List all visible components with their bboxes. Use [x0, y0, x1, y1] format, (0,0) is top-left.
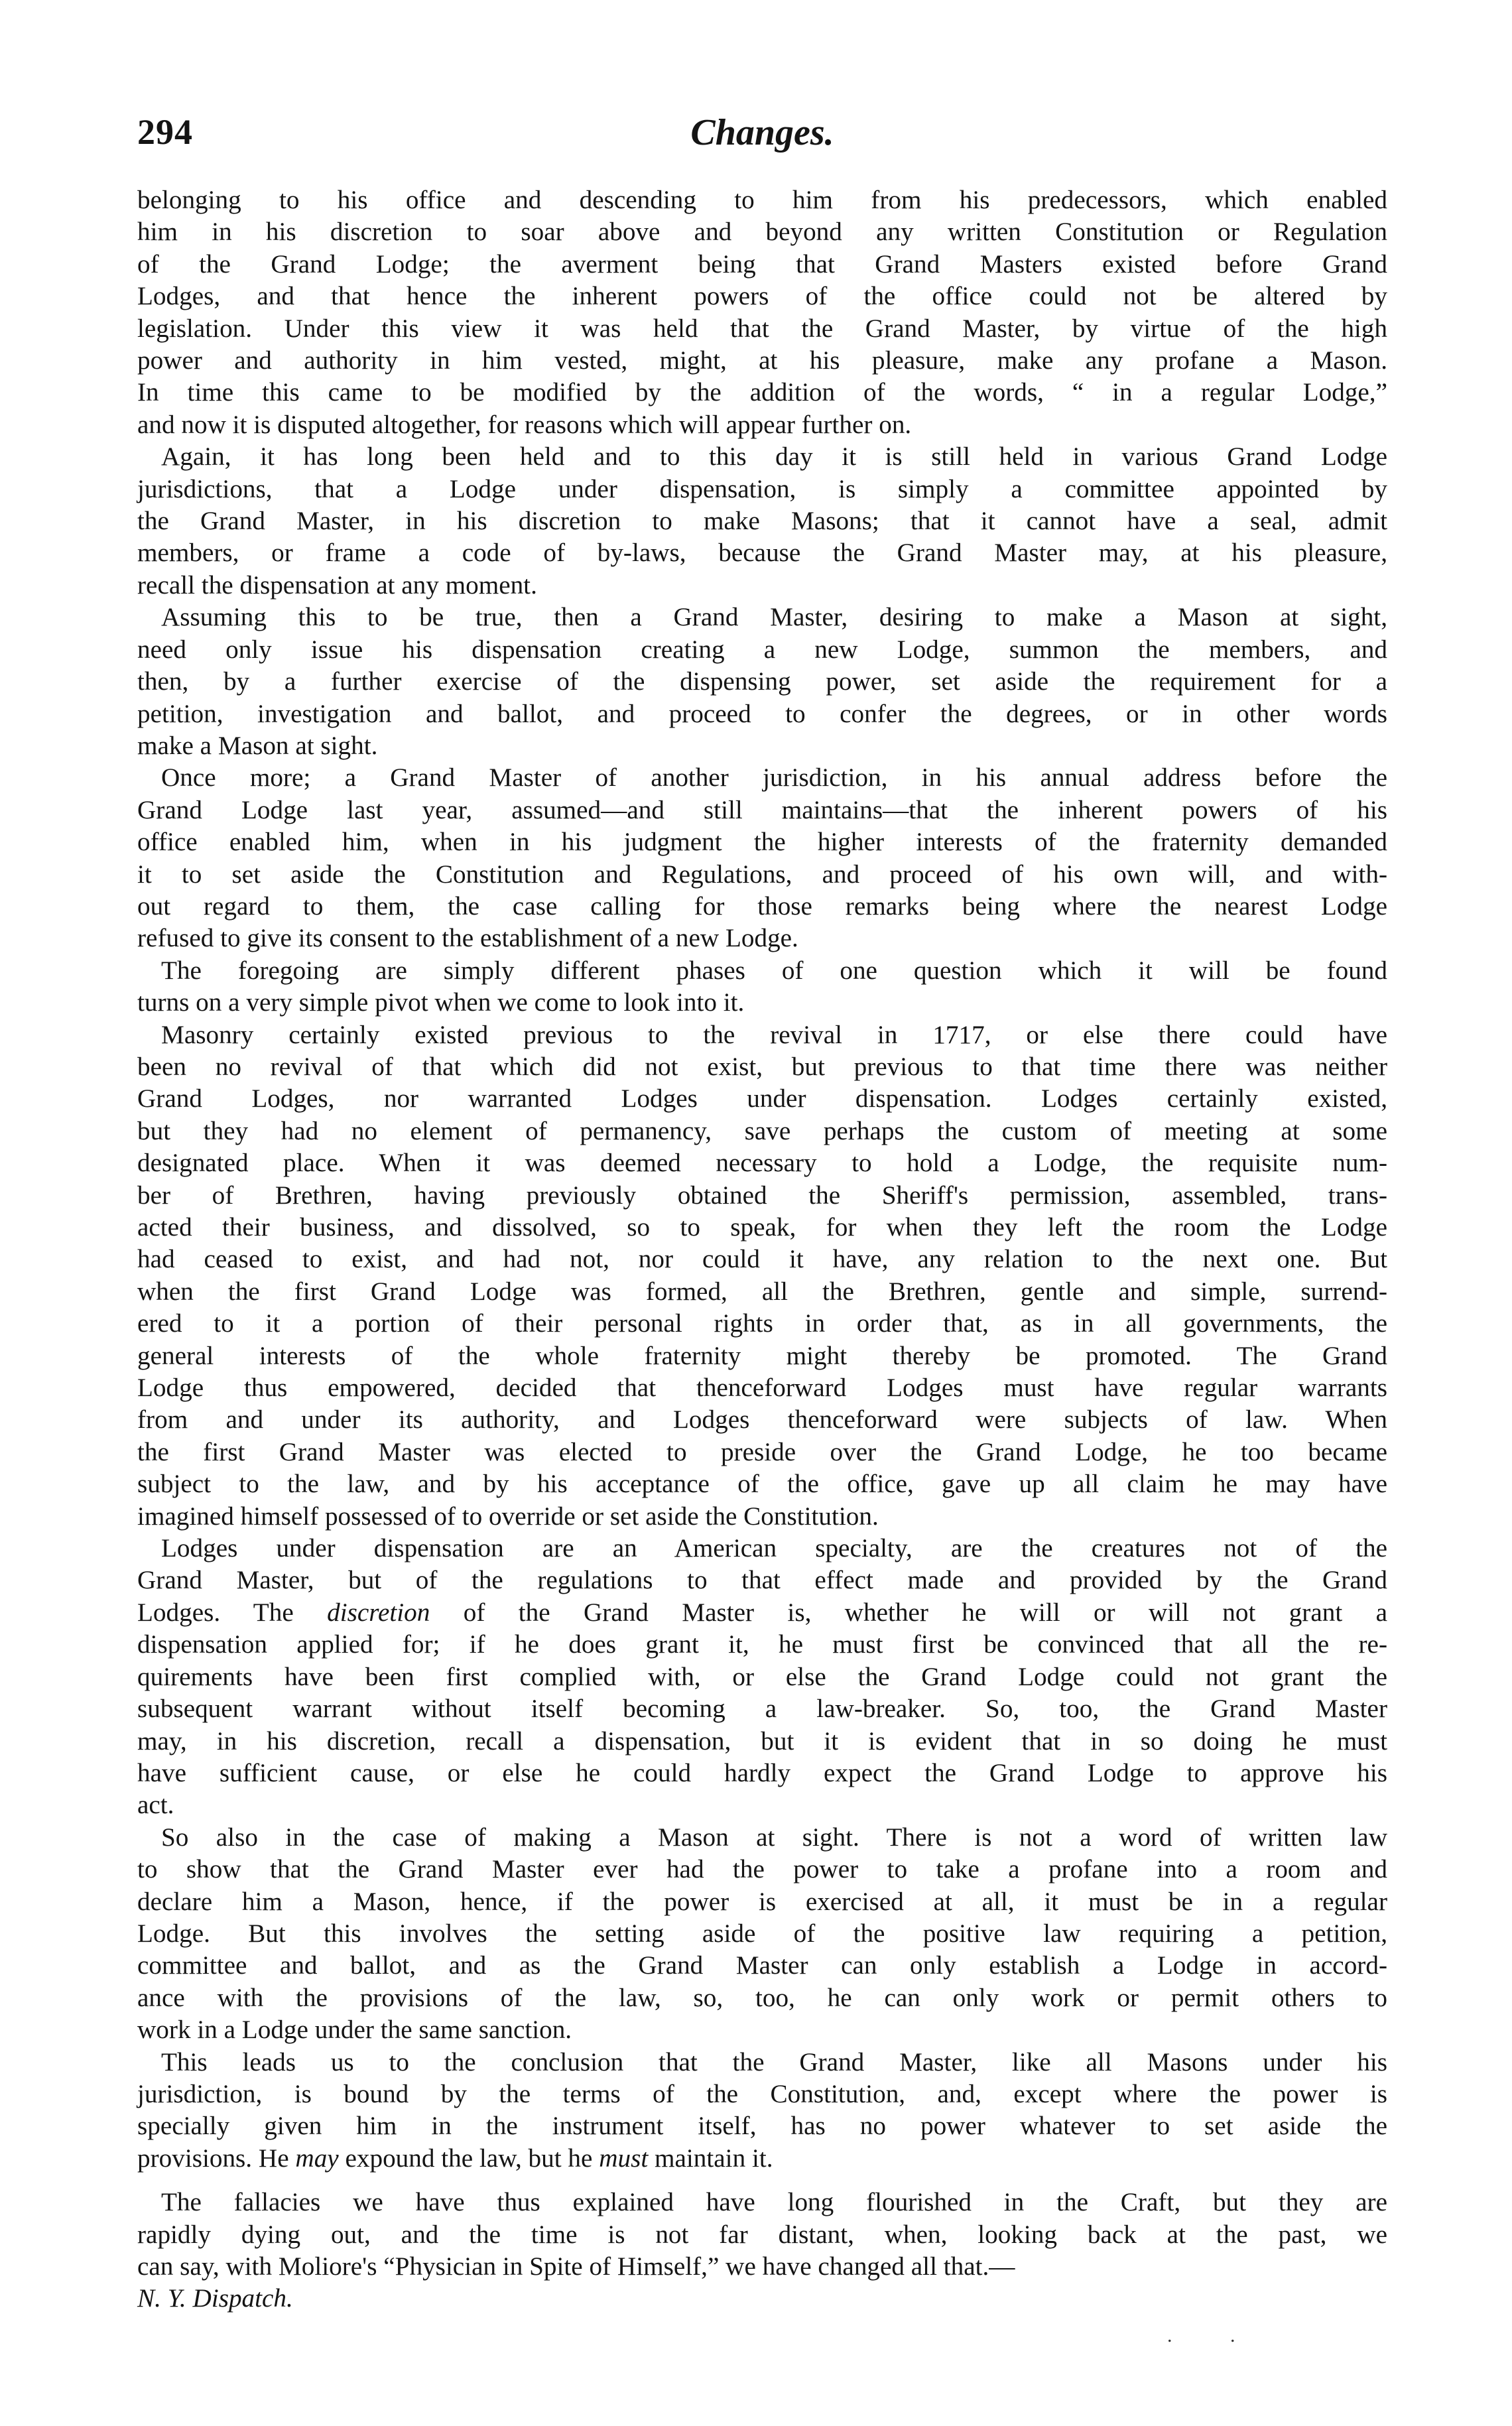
- text-line: This leads us to the conclusion that the Grand Master, like all Masons under his: [161, 2047, 1387, 2076]
- text-line: members, or frame a code of by-laws, because the Grand Master may, at his pleasure,: [137, 539, 1387, 568]
- text-line: So also in the case of making a Mason at sight. There is not a word of written law: [161, 1822, 1387, 1852]
- text-line: turns on a very simple pivot when we come to look into it.: [137, 988, 745, 1017]
- signature: N. Y. Dispatch.: [137, 2284, 293, 2313]
- emphasis: discretion: [327, 1598, 430, 1627]
- paragraph: [137, 184, 1387, 441]
- article-body: [137, 184, 1387, 2315]
- text-line: the Grand Master, in his discretion to make Masons; that it cannot have a seal, admit: [137, 507, 1387, 536]
- text-line: Grand Master, but of the regulations to that effect made and provided by the Grand: [137, 1566, 1387, 1595]
- paragraph: [137, 2047, 1387, 2175]
- footer-marks: . .: [1167, 2325, 1262, 2346]
- emphasis: must: [599, 2143, 649, 2173]
- paragraph: [137, 1533, 1387, 1822]
- text-line: work in a Lodge under the same sanction.: [137, 2015, 572, 2045]
- text-line: quirements have been first complied with, or else the Grand Lodge could not grant the: [137, 1662, 1387, 1691]
- text-line: Lodge thus empowered, decided that thenceforward Lodges must have regular warrants: [137, 1373, 1387, 1403]
- text-line: had ceased to exist, and had not, nor could it have, any relation to the next one. But: [137, 1245, 1387, 1274]
- text-line: Masonry certainly existed previous to the revival in 1717, or else there could have: [161, 1020, 1387, 1049]
- text-line: been no revival of that which did not exist, but previous to that time there was neither: [137, 1052, 1387, 1081]
- text-line: have sufficient cause, or else he could hardly expect the Grand Lodge to approve his: [137, 1758, 1387, 1787]
- running-title: Changes.: [690, 112, 834, 153]
- text-line: from and under its authority, and Lodges thenceforward were subjects of law. When: [137, 1405, 1387, 1435]
- emphasis: may: [295, 2143, 339, 2173]
- text-line: Assuming this to be true, then a Grand Master, desiring to make a Mason at sight,: [161, 603, 1387, 632]
- text-line: power and authority in him vested, might, at his pleasure, make any profane a Mason.: [137, 346, 1387, 375]
- text-line: provisions. He may expound the law, but he must maintain it.: [137, 2143, 773, 2173]
- text-line: jurisdiction, is bound by the terms of the Constitution, and, except where the power is: [137, 2079, 1387, 2108]
- signature-line: [137, 2283, 1387, 2315]
- paragraph: [137, 762, 1387, 954]
- text-line: act.: [137, 1791, 174, 1820]
- text-line: imagined himself possessed of to override or set aside the Constitution.: [137, 1501, 879, 1531]
- text-line: general interests of the whole fraternity might thereby be promoted. The Grand: [137, 1341, 1387, 1370]
- paragraph: [137, 2187, 1387, 2283]
- text-line: make a Mason at sight.: [137, 731, 378, 760]
- page-header: [137, 111, 1387, 164]
- text-line: designated place. When it was deemed necessary to hold a Lodge, the requisite num-: [137, 1149, 1387, 1178]
- text-line: The fallacies we have thus explained have long flourished in the Craft, but they are: [161, 2188, 1387, 2217]
- text-line: declare him a Mason, hence, if the power is exercised at all, it must be in a regular: [137, 1887, 1387, 1916]
- text-line: recall the dispensation at any moment.: [137, 570, 537, 600]
- text-line: Lodges. The discretion of the Grand Master is, whether he will or will not grant a: [137, 1598, 1387, 1627]
- text-line: office enabled him, when in his judgment the higher interests of the fraternity demanded: [137, 828, 1387, 857]
- text-line: to show that the Grand Master ever had the power to take a profane into a room and: [137, 1855, 1387, 1884]
- text-line: of the Grand Lodge; the averment being that Grand Masters existed before Grand: [137, 249, 1387, 279]
- text-line: jurisdictions, that a Lodge under dispensation, is simply a committee appointed by: [137, 474, 1387, 503]
- text-line: petition, investigation and ballot, and proceed to confer the degrees, or in other words: [137, 699, 1387, 728]
- text-line: then, by a further exercise of the dispensing power, set aside the requirement for a: [137, 667, 1387, 696]
- text-line: Again, it has long been held and to this day it is still held in various Grand Lodge: [161, 442, 1387, 472]
- paragraph: [137, 602, 1387, 762]
- page-number: 294: [137, 112, 193, 152]
- paragraph: [137, 441, 1387, 602]
- text-line: may, in his discretion, recall a dispensation, but it is evident that in so doing he must: [137, 1726, 1387, 1756]
- text-line: The foregoing are simply different phases of one question which it will be found: [161, 956, 1387, 985]
- paragraph: [137, 955, 1387, 1019]
- text-line: him in his discretion to soar above and beyond any written Constitution or Regulation: [137, 218, 1387, 247]
- text-line: ance with the provisions of the law, so, too, he can only work or permit others to: [137, 1983, 1387, 2012]
- text-line: refused to give its consent to the establishment of a new Lodge.: [137, 924, 798, 953]
- text-line: dispensation applied for; if he does grant it, he must first be convinced that all the re-: [137, 1630, 1387, 1659]
- text-line: subsequent warrant without itself becoming a law-breaker. So, too, the Grand Master: [137, 1694, 1387, 1724]
- paragraph: [137, 1822, 1387, 2047]
- paragraph-gap: [137, 2175, 1387, 2187]
- text-line: ered to it a portion of their personal rights in order that, as in all governments, the: [137, 1309, 1387, 1338]
- text-line: rapidly dying out, and the time is not far distant, when, looking back at the past, we: [137, 2220, 1387, 2249]
- text-line: Grand Lodges, nor warranted Lodges under dispensation. Lodges certainly existed,: [137, 1084, 1387, 1114]
- text-line: acted their business, and dissolved, so to speak, for when they left the room the Lodge: [137, 1213, 1387, 1242]
- text-line: and now it is disputed altogether, for reasons which will appear further on.: [137, 410, 912, 439]
- text-line: ber of Brethren, having previously obtained the Sheriff's permission, assembled, trans-: [137, 1181, 1387, 1210]
- text-line: specially given him in the instrument itself, has no power whatever to set aside the: [137, 2112, 1387, 2141]
- text-line: out regard to them, the case calling for those remarks being where the nearest Lodge: [137, 891, 1387, 921]
- text-line: legislation. Under this view it was held that the Grand Master, by virtue of the high: [137, 314, 1387, 343]
- text-line: committee and ballot, and as the Grand Master can only establish a Lodge in accord-: [137, 1951, 1387, 1980]
- text-line: the first Grand Master was elected to preside over the Grand Lodge, he too became: [137, 1437, 1387, 1466]
- paragraph: [137, 1019, 1387, 1533]
- text-line: can say, with Moliore's “Physician in Spite of Himself,” we have changed all that.—: [137, 2252, 1015, 2281]
- text-line: Lodges, and that hence the inherent powers of the office could not be altered by: [137, 282, 1387, 311]
- text-line: belonging to his office and descending to him from his predecessors, which enabled: [137, 186, 1387, 214]
- text-line: Grand Lodge last year, assumed—and still maintains—that the inherent powers of his: [137, 795, 1387, 824]
- text-line: Once more; a Grand Master of another jurisdiction, in his annual address before the: [161, 763, 1387, 793]
- text-line: it to set aside the Constitution and Regulations, and proceed of his own will, and with-: [137, 860, 1387, 889]
- text-line: Lodge. But this involves the setting aside of the positive law requiring a petition,: [137, 1919, 1387, 1948]
- text-line: Lodges under dispensation are an American specialty, are the creatures not of the: [161, 1534, 1387, 1563]
- text-line: In time this came to be modified by the addition of the words, “ in a regular Lodge,”: [137, 378, 1387, 407]
- text-line: need only issue his dispensation creating a new Lodge, summon the members, and: [137, 635, 1387, 664]
- text-line: when the first Grand Lodge was formed, all the Brethren, gentle and simple, surrend-: [137, 1277, 1387, 1306]
- text-line: but they had no element of permanency, save perhaps the custom of meeting at some: [137, 1116, 1387, 1145]
- text-line: subject to the law, and by his acceptance of the office, gave up all claim he may have: [137, 1470, 1387, 1499]
